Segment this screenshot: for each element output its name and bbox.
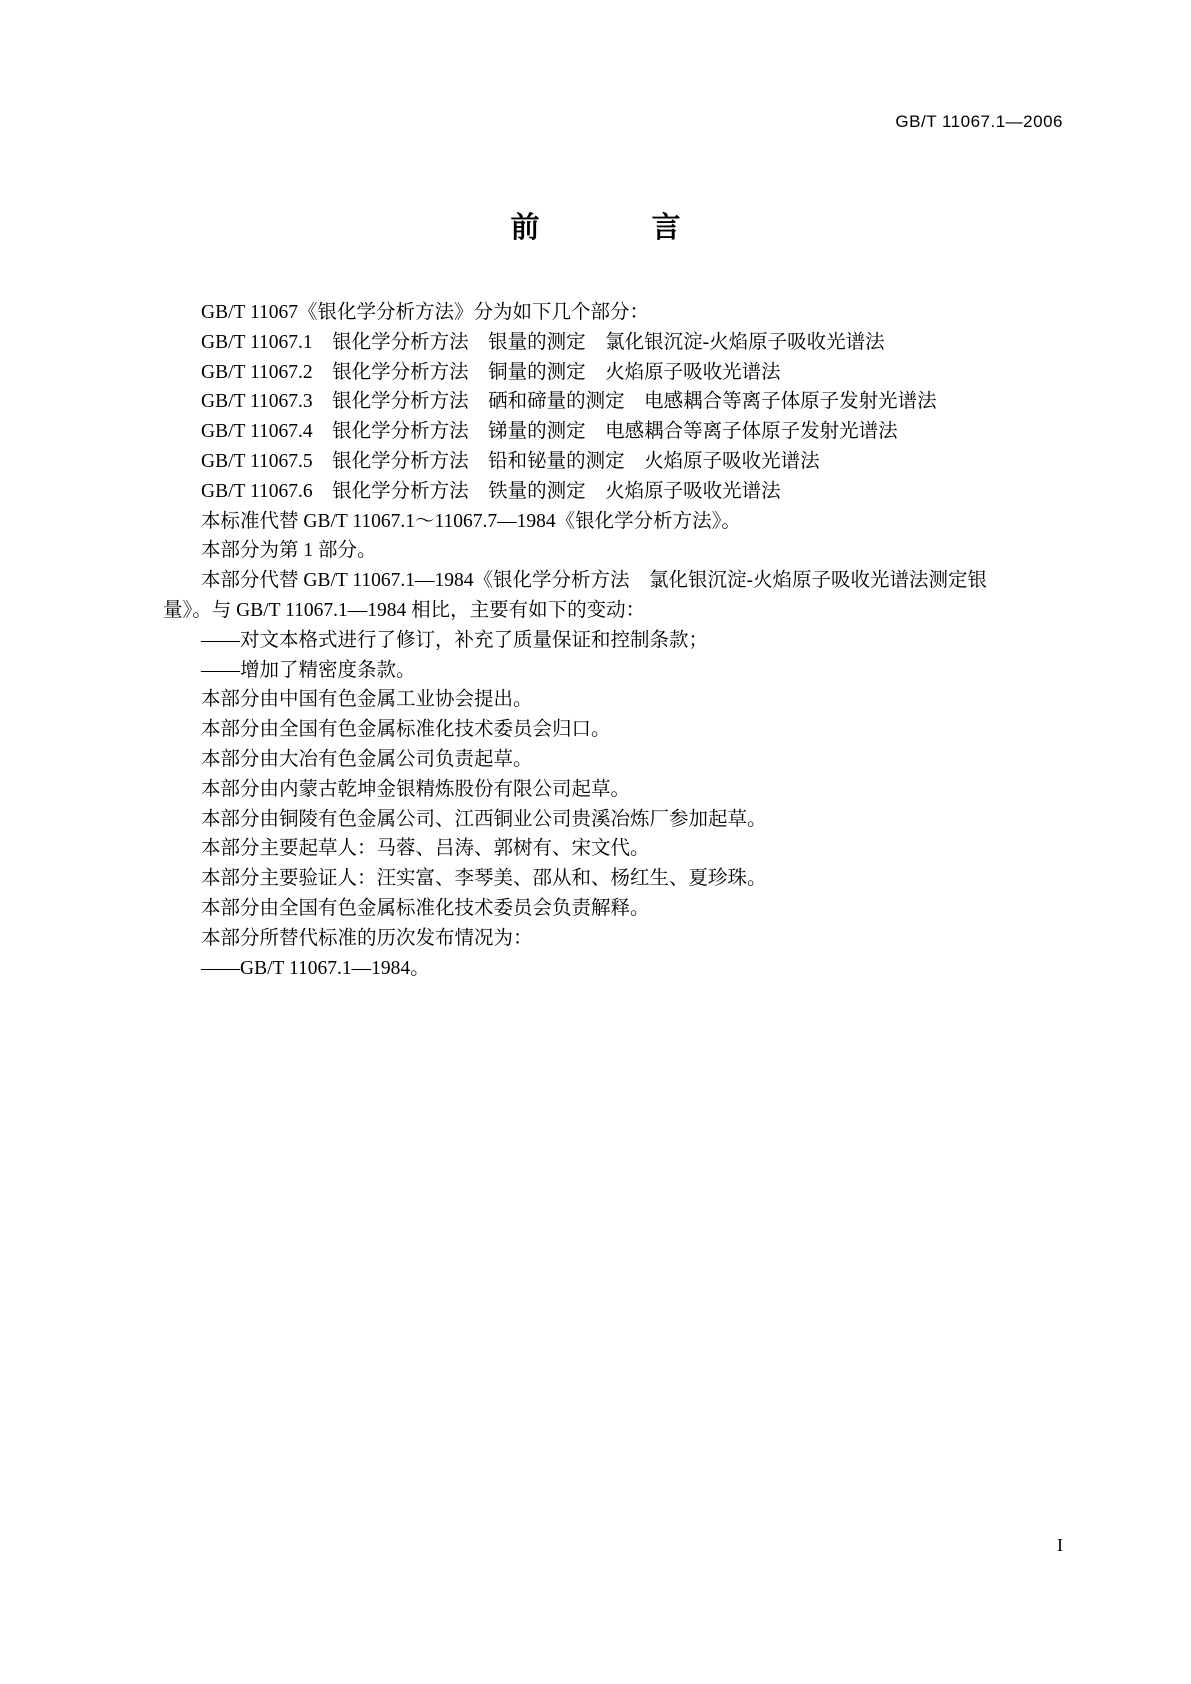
foreword-line: 本标准代替 GB/T 11067.1～11067.7—1984《银化学分析方法》。 — [201, 510, 741, 532]
foreword-change-item: ——对文本格式进行了修订，补充了质量保证和控制条款； — [201, 629, 709, 651]
foreword-line: GB/T 11067.2 银化学分析方法 铜量的测定 火焰原子吸收光谱法 — [201, 361, 781, 383]
foreword-attribution-line: 本部分由全国有色金属标准化技术委员会归口。 — [201, 719, 611, 741]
foreword-line: GB/T 11067《银化学分析方法》分为如下几个部分： — [201, 302, 649, 323]
foreword-attribution-line: 本部分由大冶有色金属公司负责起草。 — [201, 748, 533, 770]
foreword-history-item: ——GB/T 11067.1—1984。 — [201, 957, 430, 979]
page-title: 前 言 — [510, 210, 699, 244]
foreword-attribution-line: 本部分所替代标准的历次发布情况为： — [201, 927, 533, 949]
foreword-attribution-line: 本部分由中国有色金属工业协会提出。 — [201, 689, 533, 711]
foreword-attribution-line: 本部分由内蒙古乾坤金银精炼股份有限公司起草。 — [201, 778, 631, 800]
foreword-replacement-paragraph: 本部分代替 GB/T 11067.1—1984《银化学分析方法 氯化银沉淀-火焰原子吸收光谱法测定银量》。与 GB/T 11067.1—1984 相比，主要有如下的变动： — [163, 570, 987, 621]
foreword-attribution-line: 本部分由全国有色金属标准化技术委员会负责解释。 — [201, 897, 650, 919]
foreword-attribution-line: 本部分主要起草人：马蓉、吕涛、郭树有、宋文代。 — [201, 838, 650, 860]
foreword-attribution-line: 本部分主要验证人：汪实富、李琴美、邵从和、杨红生、夏珍珠。 — [201, 868, 767, 890]
foreword-line: GB/T 11067.5 银化学分析方法 铅和铋量的测定 火焰原子吸收光谱法 — [201, 450, 820, 472]
foreword-change-item: ——增加了精密度条款。 — [201, 659, 416, 681]
foreword-line: GB/T 11067.4 银化学分析方法 锑量的测定 电感耦合等离子体原子发射光谱法 — [201, 421, 898, 443]
foreword-attribution-line: 本部分由铜陵有色金属公司、江西铜业公司贵溪冶炼厂参加起草。 — [201, 808, 767, 830]
foreword-line: 本部分为第 1 部分。 — [201, 540, 377, 562]
foreword-line: GB/T 11067.3 银化学分析方法 硒和碲量的测定 电感耦合等离子体原子发射光谱法 — [201, 391, 937, 413]
page-number: I — [1057, 1535, 1063, 1555]
foreword-body — [163, 298, 1033, 983]
page-header-standard-code: GB/T 11067.1—2006 — [895, 112, 1063, 131]
foreword-line: GB/T 11067.1 银化学分析方法 银量的测定 氯化银沉淀-火焰原子吸收光谱法 — [201, 331, 885, 353]
foreword-line: GB/T 11067.6 银化学分析方法 铁量的测定 火焰原子吸收光谱法 — [201, 480, 781, 502]
